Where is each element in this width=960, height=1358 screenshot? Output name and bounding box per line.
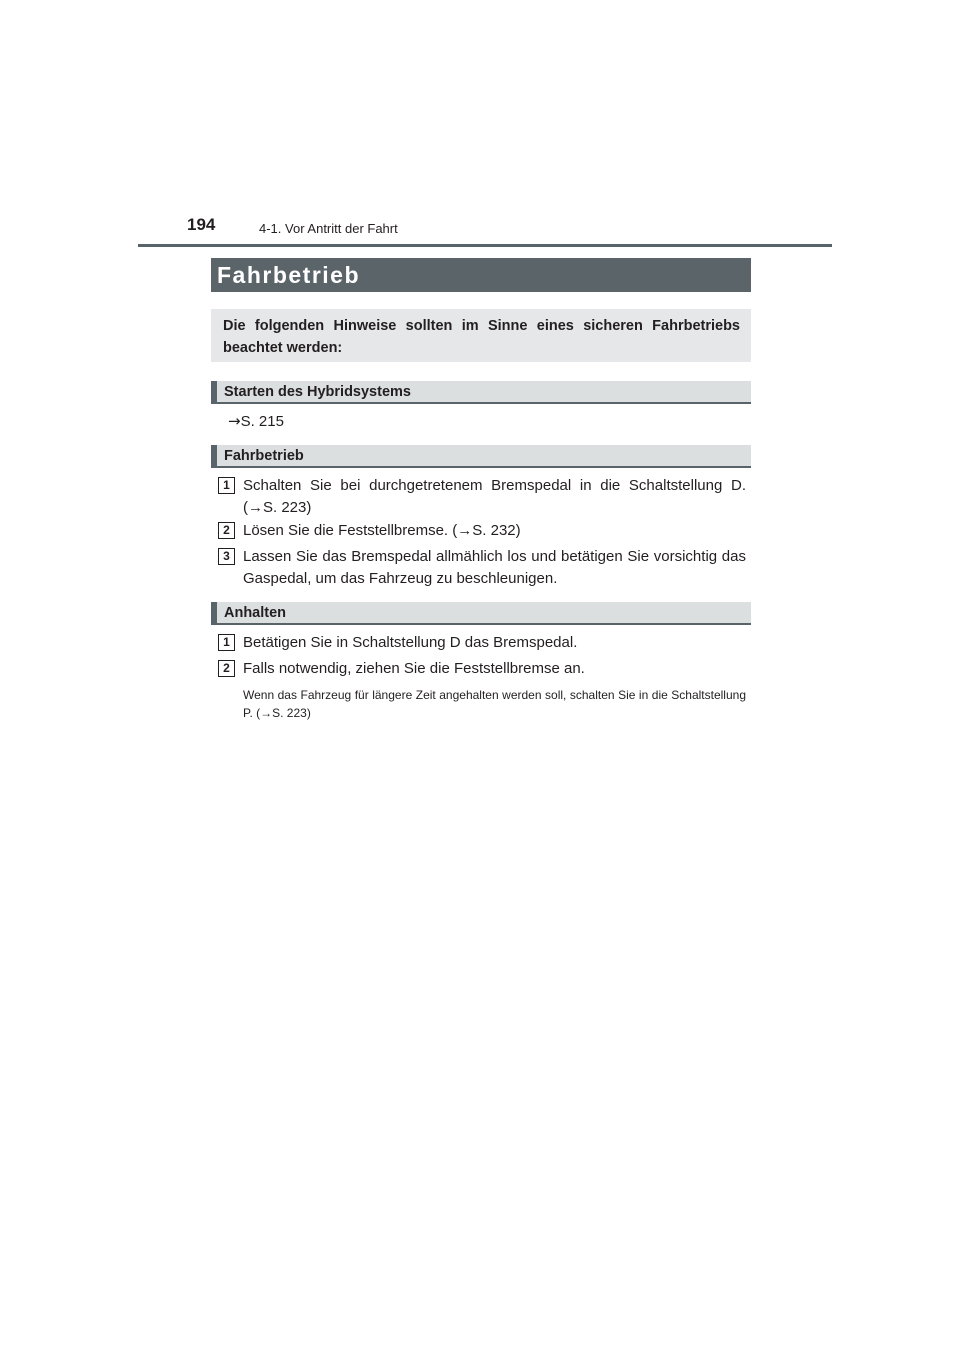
step-badge: 2 (218, 522, 235, 539)
chapter-title: 4-1. Vor Antritt der Fahrt (259, 221, 398, 236)
step-text: Falls notwendig, ziehen Sie die Feststellbremse an. (243, 660, 585, 677)
section-accent (211, 445, 217, 466)
section-label: Starten des Hybridsystems (224, 384, 411, 400)
step-text: Lassen Sie das Bremspedal allmählich los und betätigen Sie vorsichtig das Gaspedal, um das Fahrzeug zu beschleunigen. (243, 548, 746, 587)
section-label: Fahrbetrieb (224, 448, 304, 464)
reference-link[interactable]: S. 215 (240, 413, 284, 430)
intro-box (211, 309, 751, 362)
intro-text: Die folgenden Hinweise sollten im Sinne eines sicheren Fahrbetriebs beachtet werden: (223, 318, 740, 356)
step-badge: 3 (218, 548, 235, 565)
step-text: Lösen Sie die Feststellbremse. (→S. 232) (243, 522, 521, 539)
section-heading-driving (211, 445, 751, 468)
main-title: Fahrbetrieb (217, 262, 361, 288)
step-text: Schalten Sie bei durchgetretenem Bremspedal in die Schaltstellung D. (→S. 223) (243, 477, 746, 516)
section-accent (211, 602, 217, 623)
step-badge: 1 (218, 477, 235, 494)
step-badge: 2 (218, 660, 235, 677)
header-rule (138, 244, 832, 247)
main-title-bar (211, 258, 751, 292)
step-text: Betätigen Sie in Schaltstellung D das Bremspedal. (243, 634, 578, 651)
arrow-icon: → (228, 412, 241, 430)
reference-line (228, 412, 284, 430)
step-badge: 1 (218, 634, 235, 651)
section-accent (211, 381, 217, 402)
section-heading-stop (211, 602, 751, 625)
section-heading-start (211, 381, 751, 404)
note-text: Wenn das Fahrzeug für längere Zeit angehalten werden soll, schalten Sie in die Schaltstellung P. (→S. 223) (243, 688, 746, 720)
page-number: 194 (187, 215, 216, 234)
section-label: Anhalten (224, 605, 287, 621)
